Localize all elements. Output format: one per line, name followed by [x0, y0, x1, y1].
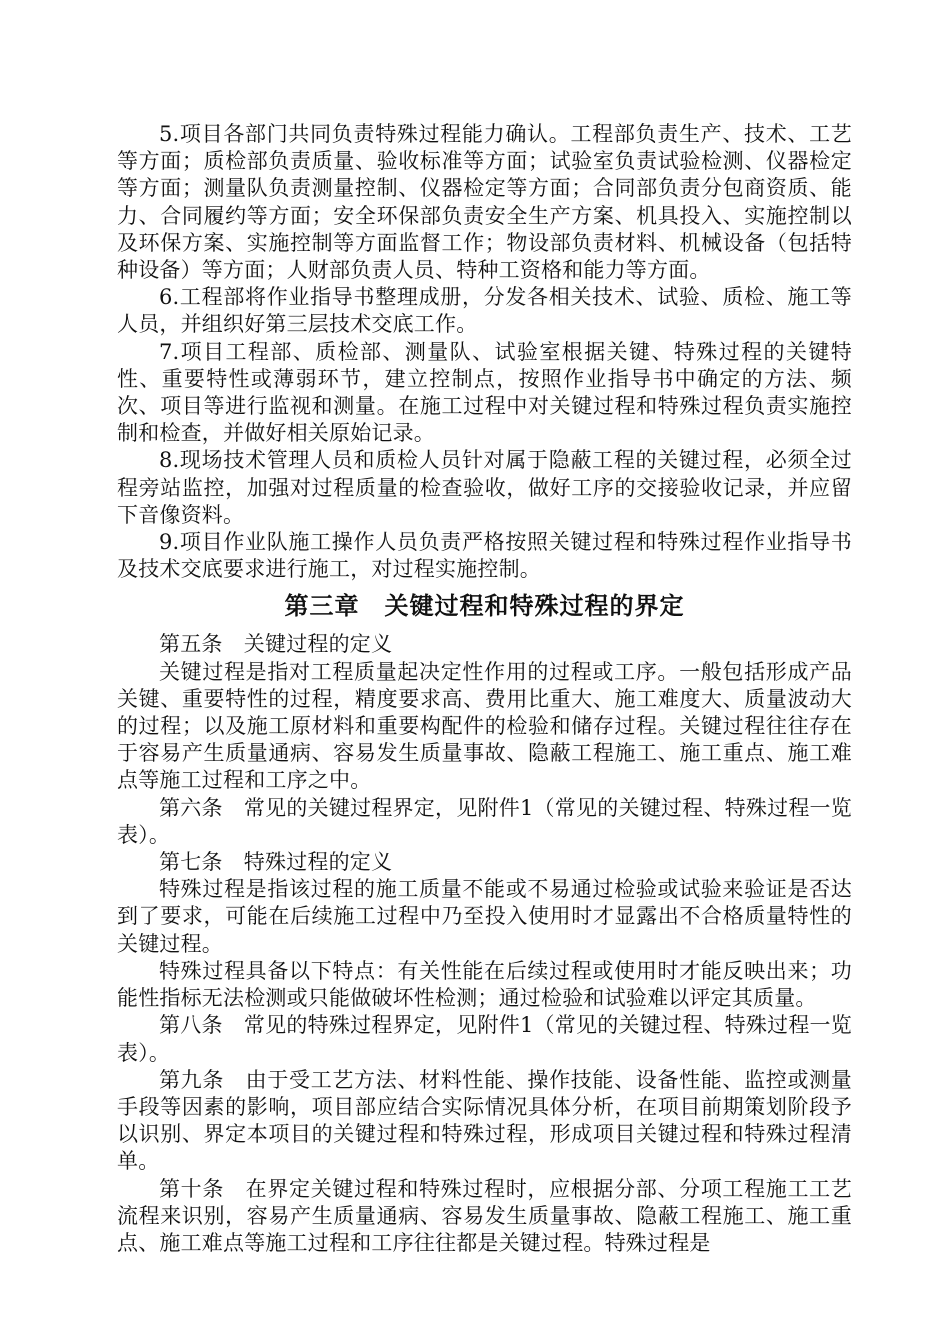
article-body-special-process-definition: 特殊过程是指该过程的施工质量不能或不易通过检验或试验来验证是否达到了要求，可能在后续施工过程中乃至投入使用时才显露出不合格质量特性的关键过程。 — [117, 877, 852, 956]
article-8: 第八条 常见的特殊过程界定，见附件1（常见的关键过程、特殊过程一览表）。 — [117, 1013, 852, 1065]
paragraph-item-7: 7.项目工程部、质检部、测量队、试验室根据关键、特殊过程的关键特性、重要特性或薄弱环节，建立控制点，按照作业指导书中确定的方法、频次、项目等进行监视和测量。在施工过程中对关键过程和特殊过程负责实施控制和检查，并做好相关原始记录。 — [117, 339, 852, 446]
article-9: 第九条 由于受工艺方法、材料性能、操作技能、设备性能、监控或测量手段等因素的影响，项目部应结合实际情况具体分析，在项目前期策划阶段予以识别、界定本项目的关键过程和特殊过程，形成项目关键过程和特殊过程清单。 — [117, 1067, 852, 1174]
article-6: 第六条 常见的关键过程界定，见附件1（常见的关键过程、特殊过程一览表）。 — [117, 795, 852, 847]
paragraph-item-9: 9.项目作业队施工操作人员负责严格按照关键过程和特殊过程作业指导书及技术交底要求进行施工，对过程实施控制。 — [117, 530, 852, 582]
paragraph-item-6: 6.工程部将作业指导书整理成册，分发各相关技术、试验、质检、施工等人员，并组织好第三层技术交底工作。 — [117, 285, 852, 337]
paragraph-item-5: 5.项目各部门共同负责特殊过程能力确认。工程部负责生产、技术、工艺等方面；质检部负责质量、验收标准等方面；试验室负责试验检测、仪器检定等方面；测量队负责测量控制、仪器检定等方面；合同部负责分包商资质、能力、合同履约等方面；安全环保部负责安全生产方案、机具投入、实施控制以及环保方案、实施控制等方面监督工作；物设部负责材料、机械设备（包括特种设备）等方面；人财部负责人员、特种工资格和能力等方面。 — [117, 122, 852, 283]
paragraph-item-8: 8.现场技术管理人员和质检人员针对属于隐蔽工程的关键过程，必须全过程旁站监控，加强对过程质量的检查验收，做好工序的交接验收记录，并应留下音像资料。 — [117, 448, 852, 527]
article-body-special-process-features: 特殊过程具备以下特点：有关性能在后续过程或使用时才能反映出来；功能性指标无法检测或只能做破坏性检测；通过检验和试验难以评定其质量。 — [117, 958, 852, 1011]
article-body-key-process-definition: 关键过程是指对工程质量起决定性作用的过程或工序。一般包括形成产品关键、重要特性的过程，精度要求高、费用比重大、施工难度大、质量波动大的过程；以及施工原材料和重要构配件的检验和储存过程。关键过程往往存在于容易产生质量通病、容易发生质量事故、隐蔽工程施工、施工重点、施工难点等施工过程和工序之中。 — [117, 659, 852, 793]
article-10: 第十条 在界定关键过程和特殊过程时，应根据分部、分项工程施工工艺流程来识别，容易产生质量通病、容易发生质量事故、隐蔽工程施工、施工重点、施工难点等施工过程和工序往往都是关键过程。特殊过程是 — [117, 1176, 852, 1255]
article-heading-7: 第七条 特殊过程的定义 — [159, 850, 393, 875]
article-heading-5: 第五条 关键过程的定义 — [159, 632, 393, 657]
document-body — [117, 121, 852, 1257]
chapter-title: 第三章 关键过程和特殊过程的界定 — [284, 592, 685, 621]
